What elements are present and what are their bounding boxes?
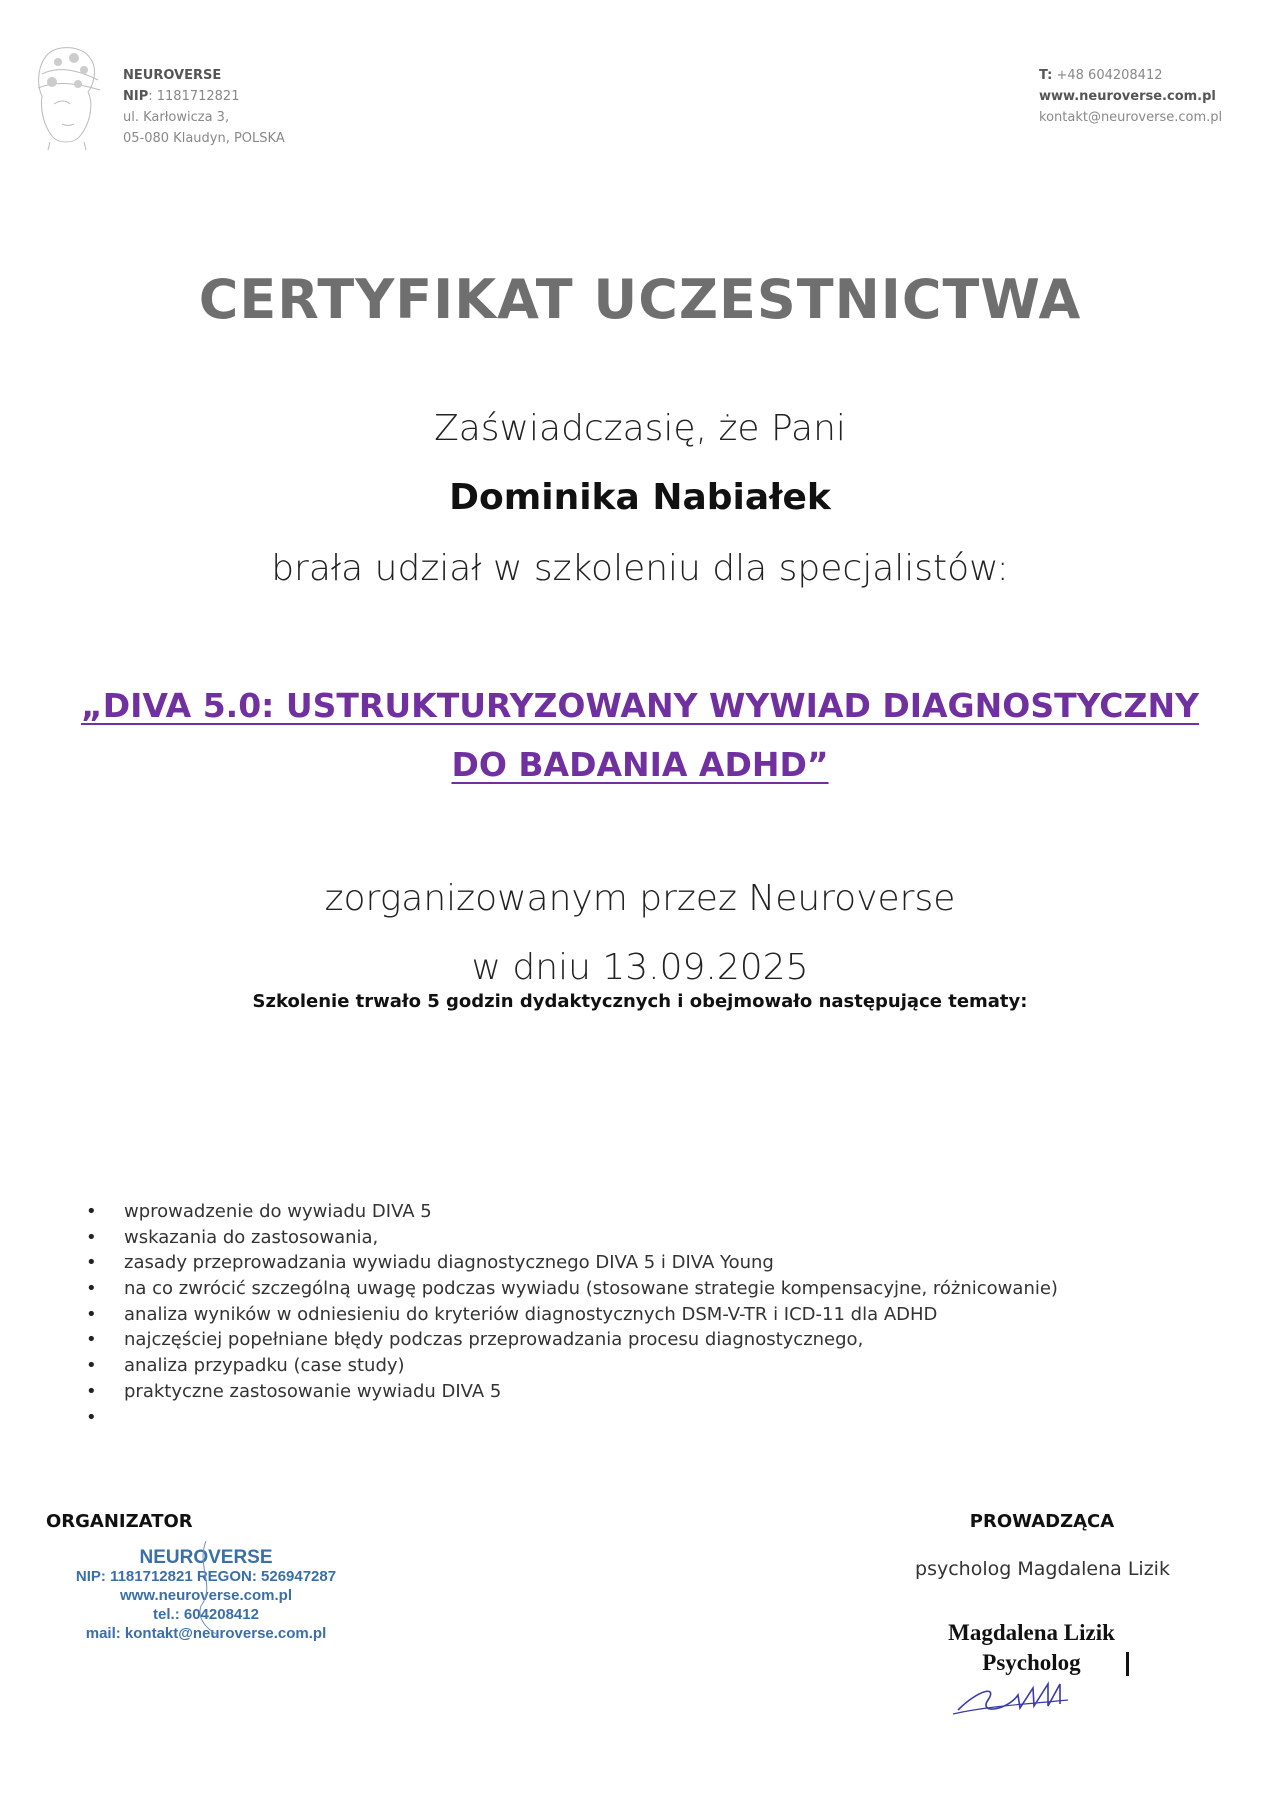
logo xyxy=(28,44,106,150)
street: ul. Karłowicza 3, xyxy=(123,110,230,125)
organizer-stamp xyxy=(56,1548,356,1643)
stamp-ids: NIP: 1181712821 REGON: 526947287 xyxy=(75,1568,337,1585)
nip-value: : 1181712821 xyxy=(148,89,240,104)
signature-icon xyxy=(948,1670,1098,1720)
course-title-line2: DO BADANIA ADHD” xyxy=(451,745,829,784)
topics-list xyxy=(86,1199,1058,1430)
lead-name: psycholog Magdalena Lizik xyxy=(915,1558,1170,1580)
email-link[interactable]: kontakt@neuroverse.com.pl xyxy=(1039,110,1223,125)
signature-stamp-line2: Psycholog xyxy=(982,1650,1081,1675)
nip-label: NIP xyxy=(123,89,149,104)
lead-label: PROWADZĄCA xyxy=(969,1511,1115,1532)
organizer-label: ORGANIZATOR xyxy=(46,1511,193,1532)
organizer-signature-icon xyxy=(176,1536,236,1636)
topics-intro: Szkolenie trwało 5 godzin dydaktycznych i obejmowało następujące tematy: xyxy=(252,991,1028,1012)
topic-item: • zasady przeprowadzania wywiadu diagnostycznego DIVA 5 i DIVA Young xyxy=(86,1250,1058,1276)
date-line: w dniu 13.09.2025 xyxy=(471,947,809,988)
face-logo-icon xyxy=(28,44,106,150)
intro-line: Zaświadczasię, że Pani xyxy=(434,408,846,449)
topic-item xyxy=(86,1405,1058,1431)
signature-stamp xyxy=(934,1612,1129,1712)
topic-item: • analiza wyników w odniesieniu do kryteriów diagnostycznych DSM-V-TR i ICD-11 dla ADHD xyxy=(86,1302,1058,1328)
topic-item: • praktyczne zastosowanie wywiadu DIVA 5 xyxy=(86,1379,1058,1405)
organizer-line: zorganizowanym przez Neuroverse xyxy=(324,878,956,919)
company-info xyxy=(123,65,285,149)
website-link[interactable]: www.neuroverse.com.pl xyxy=(1039,89,1216,104)
signature-stamp-line1: Magdalena Lizik xyxy=(948,1620,1115,1645)
stamp-website: www.neuroverse.com.pl xyxy=(120,1587,292,1604)
topic-item: • wskazania do zastosowania, xyxy=(86,1225,1058,1251)
contact-info xyxy=(1039,65,1222,128)
phone-label: T: xyxy=(1039,68,1053,83)
course-title-line1: „DIVA 5.0: USTRUKTURYZOWANY WYWIAD DIAGNOSTYCZNY xyxy=(81,686,1199,725)
topic-item: • analiza przypadku (case study) xyxy=(86,1353,1058,1379)
phone-value: +48 604208412 xyxy=(1052,68,1163,83)
topic-item: • na co zwrócić szczególną uwagę podczas wywiadu (stosowane strategie kompensacyjne, różnicowanie) xyxy=(86,1276,1058,1302)
city: 05-080 Klaudyn, POLSKA xyxy=(123,131,285,146)
company-name: NEUROVERSE xyxy=(123,68,222,83)
topic-item: • wprowadzenie do wywiadu DIVA 5 xyxy=(86,1199,1058,1225)
topic-item: • najczęściej popełniane błędy podczas przeprowadzania procesu diagnostycznego, xyxy=(86,1327,1058,1353)
participation-line: brała udział w szkoleniu dla specjalistów: xyxy=(271,548,1009,589)
stamp-name: NEUROVERSE xyxy=(139,1547,273,1568)
stamp-email: mail: kontakt@neuroverse.com.pl xyxy=(85,1625,327,1642)
participant-name: Dominika Nabiałek xyxy=(449,477,831,518)
certificate-title: CERTYFIKAT UCZESTNICTWA xyxy=(198,268,1082,331)
stamp-phone: tel.: 604208412 xyxy=(153,1606,259,1623)
